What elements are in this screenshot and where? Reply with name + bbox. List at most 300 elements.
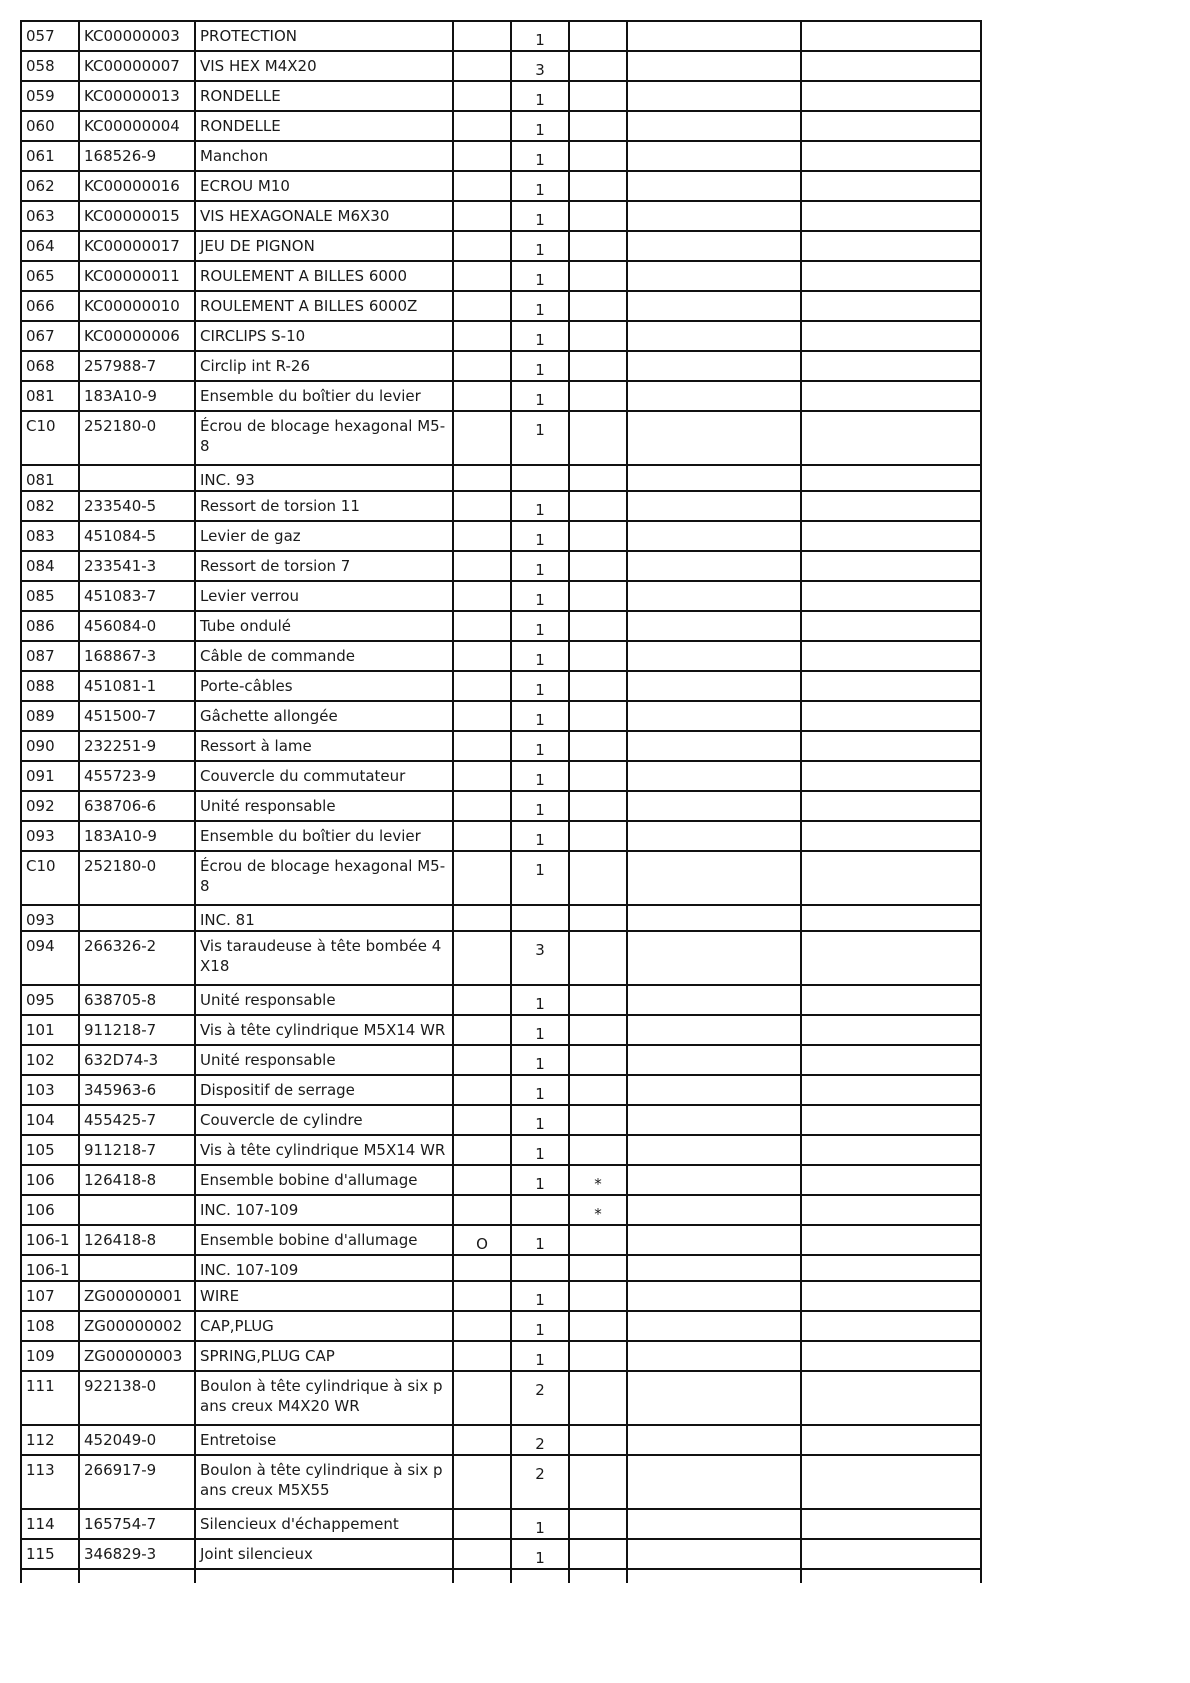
description-cell: ROULEMENT A BILLES 6000Z [195, 291, 453, 321]
part-number-cell: 126418-8 [79, 1225, 195, 1255]
table-row [21, 671, 981, 701]
empty-cell [801, 1311, 981, 1341]
empty-cell [627, 1371, 801, 1425]
table-row [21, 51, 981, 81]
option-cell [453, 21, 511, 51]
table-row [21, 111, 981, 141]
empty-cell [801, 1371, 981, 1425]
empty-cell [627, 931, 801, 985]
empty-cell [627, 731, 801, 761]
description-cell: Écrou de blocage hexagonal M5-8 [195, 851, 453, 905]
description-cell: Vis à tête cylindrique M5X14 WR [195, 1135, 453, 1165]
empty-cell [627, 1311, 801, 1341]
option-cell [453, 81, 511, 111]
option-cell [453, 1195, 511, 1225]
empty-cell [195, 1569, 453, 1583]
item-number-cell: 115 [21, 1539, 79, 1569]
quantity-cell: 1 [511, 1311, 569, 1341]
option-cell [453, 611, 511, 641]
part-number-cell: 183A10-9 [79, 381, 195, 411]
empty-cell [801, 1105, 981, 1135]
quantity-cell: 1 [511, 81, 569, 111]
item-number-cell: 060 [21, 111, 79, 141]
table-row [21, 1075, 981, 1105]
option-cell [453, 465, 511, 491]
description-cell: CAP,PLUG [195, 1311, 453, 1341]
quantity-cell: 1 [511, 551, 569, 581]
description-cell: INC. 93 [195, 465, 453, 491]
table-row [21, 1135, 981, 1165]
empty-cell [627, 1255, 801, 1281]
table-row [21, 141, 981, 171]
option-cell [453, 701, 511, 731]
empty-cell [801, 465, 981, 491]
option-cell [453, 1455, 511, 1509]
item-number-cell: 103 [21, 1075, 79, 1105]
quantity-cell: 1 [511, 1075, 569, 1105]
option-cell [453, 1105, 511, 1135]
empty-cell [801, 171, 981, 201]
table-row [21, 1165, 981, 1195]
empty-cell [627, 21, 801, 51]
note-cell [569, 1425, 627, 1455]
description-cell: Couvercle de cylindre [195, 1105, 453, 1135]
description-cell: Levier de gaz [195, 521, 453, 551]
part-number-cell: 232251-9 [79, 731, 195, 761]
parts-table [20, 20, 982, 1583]
description-cell: Manchon [195, 141, 453, 171]
empty-cell [801, 1455, 981, 1509]
item-number-cell: 108 [21, 1311, 79, 1341]
description-cell: RONDELLE [195, 81, 453, 111]
empty-cell [801, 671, 981, 701]
note-cell [569, 1135, 627, 1165]
empty-cell [801, 81, 981, 111]
quantity-cell: 1 [511, 411, 569, 465]
table-row [21, 1509, 981, 1539]
quantity-cell: 1 [511, 1105, 569, 1135]
note-cell [569, 905, 627, 931]
note-cell [569, 551, 627, 581]
description-cell: Joint silencieux [195, 1539, 453, 1569]
item-number-cell: 101 [21, 1015, 79, 1045]
table-row [21, 1255, 981, 1281]
part-number-cell: 451084-5 [79, 521, 195, 551]
part-number-cell [79, 1195, 195, 1225]
table-row [21, 551, 981, 581]
table-row [21, 761, 981, 791]
empty-cell [627, 521, 801, 551]
quantity-cell: 1 [511, 671, 569, 701]
option-cell [453, 1311, 511, 1341]
empty-cell [801, 291, 981, 321]
empty-cell [627, 1281, 801, 1311]
table-row [21, 1015, 981, 1045]
part-number-cell: 452049-0 [79, 1425, 195, 1455]
note-cell: * [569, 1165, 627, 1195]
description-cell: Unité responsable [195, 985, 453, 1015]
empty-cell [627, 821, 801, 851]
table-row [21, 1281, 981, 1311]
option-cell [453, 931, 511, 985]
option-cell [453, 1281, 511, 1311]
empty-cell [801, 111, 981, 141]
part-number-cell: 257988-7 [79, 351, 195, 381]
description-cell: ROULEMENT A BILLES 6000 [195, 261, 453, 291]
note-cell [569, 291, 627, 321]
item-number-cell: 083 [21, 521, 79, 551]
description-cell: VIS HEXAGONALE M6X30 [195, 201, 453, 231]
table-row [21, 1539, 981, 1569]
note-cell [569, 521, 627, 551]
note-cell [569, 1539, 627, 1569]
table-row [21, 291, 981, 321]
table-row [21, 321, 981, 351]
note-cell [569, 1225, 627, 1255]
note-cell [569, 611, 627, 641]
table-row [21, 581, 981, 611]
quantity-cell: 1 [511, 141, 569, 171]
description-cell: PROTECTION [195, 21, 453, 51]
part-number-cell: KC00000011 [79, 261, 195, 291]
item-number-cell: 061 [21, 141, 79, 171]
table-row-partial [21, 1569, 981, 1583]
table-row [21, 201, 981, 231]
option-cell [453, 1341, 511, 1371]
description-cell: VIS HEX M4X20 [195, 51, 453, 81]
table-row [21, 821, 981, 851]
empty-cell [627, 1539, 801, 1569]
option-cell [453, 51, 511, 81]
empty-cell [801, 985, 981, 1015]
note-cell [569, 201, 627, 231]
empty-cell [453, 1569, 511, 1583]
description-cell: Silencieux d'échappement [195, 1509, 453, 1539]
quantity-cell: 2 [511, 1371, 569, 1425]
part-number-cell: KC00000017 [79, 231, 195, 261]
table-row [21, 381, 981, 411]
item-number-cell: 067 [21, 321, 79, 351]
item-number-cell: 114 [21, 1509, 79, 1539]
quantity-cell: 1 [511, 521, 569, 551]
empty-cell [801, 491, 981, 521]
part-number-cell: 266326-2 [79, 931, 195, 985]
option-cell [453, 1075, 511, 1105]
description-cell: Ressort à lame [195, 731, 453, 761]
description-cell: SPRING,PLUG CAP [195, 1341, 453, 1371]
note-cell [569, 821, 627, 851]
option-cell [453, 171, 511, 201]
empty-cell [627, 1105, 801, 1135]
empty-cell [801, 1539, 981, 1569]
note-cell: * [569, 1195, 627, 1225]
empty-cell [801, 1281, 981, 1311]
option-cell [453, 411, 511, 465]
empty-cell [511, 1569, 569, 1583]
quantity-cell: 1 [511, 261, 569, 291]
note-cell [569, 171, 627, 201]
item-number-cell: 095 [21, 985, 79, 1015]
note-cell [569, 81, 627, 111]
item-number-cell: 109 [21, 1341, 79, 1371]
note-cell [569, 641, 627, 671]
quantity-cell: 1 [511, 21, 569, 51]
quantity-cell: 1 [511, 641, 569, 671]
table-row [21, 791, 981, 821]
empty-cell [627, 231, 801, 261]
option-cell [453, 1539, 511, 1569]
option-cell [453, 1015, 511, 1045]
empty-cell [801, 1255, 981, 1281]
item-number-cell: 087 [21, 641, 79, 671]
note-cell [569, 321, 627, 351]
item-number-cell: 082 [21, 491, 79, 521]
note-cell [569, 111, 627, 141]
empty-cell [627, 51, 801, 81]
option-cell: O [453, 1225, 511, 1255]
option-cell [453, 201, 511, 231]
part-number-cell: 451083-7 [79, 581, 195, 611]
description-cell: CIRCLIPS S-10 [195, 321, 453, 351]
empty-cell [627, 641, 801, 671]
part-number-cell: KC00000016 [79, 171, 195, 201]
item-number-cell: 090 [21, 731, 79, 761]
table-row [21, 21, 981, 51]
table-row [21, 1371, 981, 1425]
description-cell: Gâchette allongée [195, 701, 453, 731]
option-cell [453, 821, 511, 851]
description-cell: Boulon à tête cylindrique à six pans creux M5X55 [195, 1455, 453, 1509]
empty-cell [627, 1015, 801, 1045]
table-row [21, 1341, 981, 1371]
note-cell [569, 381, 627, 411]
empty-cell [801, 321, 981, 351]
note-cell [569, 411, 627, 465]
quantity-cell: 3 [511, 931, 569, 985]
empty-cell [627, 1195, 801, 1225]
empty-cell [627, 81, 801, 111]
parts-table-body [21, 21, 981, 1583]
empty-cell [627, 701, 801, 731]
quantity-cell: 1 [511, 351, 569, 381]
description-cell: Dispositif de serrage [195, 1075, 453, 1105]
item-number-cell: 088 [21, 671, 79, 701]
quantity-cell: 1 [511, 231, 569, 261]
description-cell: Câble de commande [195, 641, 453, 671]
part-number-cell: 638706-6 [79, 791, 195, 821]
description-cell: RONDELLE [195, 111, 453, 141]
description-cell: Ressort de torsion 11 [195, 491, 453, 521]
empty-cell [627, 1509, 801, 1539]
empty-cell [801, 1195, 981, 1225]
empty-cell [801, 731, 981, 761]
quantity-cell: 1 [511, 821, 569, 851]
part-number-cell: 165754-7 [79, 1509, 195, 1539]
item-number-cell: 084 [21, 551, 79, 581]
table-row [21, 905, 981, 931]
part-number-cell [79, 465, 195, 491]
table-row [21, 931, 981, 985]
table-row [21, 1225, 981, 1255]
quantity-cell: 1 [511, 1539, 569, 1569]
quantity-cell [511, 1255, 569, 1281]
empty-cell [627, 1165, 801, 1195]
item-number-cell: 113 [21, 1455, 79, 1509]
option-cell [453, 731, 511, 761]
quantity-cell: 1 [511, 381, 569, 411]
description-cell: Ressort de torsion 7 [195, 551, 453, 581]
quantity-cell: 1 [511, 321, 569, 351]
note-cell [569, 791, 627, 821]
note-cell [569, 985, 627, 1015]
empty-cell [801, 641, 981, 671]
empty-cell [627, 611, 801, 641]
note-cell [569, 701, 627, 731]
empty-cell [627, 291, 801, 321]
empty-cell [627, 905, 801, 931]
empty-cell [801, 381, 981, 411]
note-cell [569, 1509, 627, 1539]
part-number-cell: 183A10-9 [79, 821, 195, 851]
quantity-cell: 1 [511, 1045, 569, 1075]
description-cell: Entretoise [195, 1425, 453, 1455]
item-number-cell: 057 [21, 21, 79, 51]
quantity-cell [511, 905, 569, 931]
quantity-cell: 2 [511, 1425, 569, 1455]
item-number-cell: 106-1 [21, 1255, 79, 1281]
item-number-cell: 106-1 [21, 1225, 79, 1255]
empty-cell [21, 1569, 79, 1583]
option-cell [453, 1045, 511, 1075]
item-number-cell: 093 [21, 821, 79, 851]
empty-cell [627, 171, 801, 201]
note-cell [569, 1105, 627, 1135]
item-number-cell: 106 [21, 1165, 79, 1195]
empty-cell [801, 21, 981, 51]
table-row [21, 1425, 981, 1455]
part-number-cell: KC00000004 [79, 111, 195, 141]
part-number-cell: ZG00000001 [79, 1281, 195, 1311]
empty-cell [627, 1225, 801, 1255]
empty-cell [627, 321, 801, 351]
item-number-cell: 111 [21, 1371, 79, 1425]
quantity-cell: 1 [511, 701, 569, 731]
empty-cell [801, 411, 981, 465]
empty-cell [627, 1045, 801, 1075]
part-number-cell: KC00000006 [79, 321, 195, 351]
table-row [21, 171, 981, 201]
table-row [21, 521, 981, 551]
option-cell [453, 761, 511, 791]
item-number-cell: C10 [21, 851, 79, 905]
part-number-cell [79, 905, 195, 931]
option-cell [453, 1425, 511, 1455]
item-number-cell: 107 [21, 1281, 79, 1311]
empty-cell [801, 1341, 981, 1371]
part-number-cell: 168867-3 [79, 641, 195, 671]
description-cell: Tube ondulé [195, 611, 453, 641]
description-cell: Vis taraudeuse à tête bombée 4X18 [195, 931, 453, 985]
option-cell [453, 351, 511, 381]
note-cell [569, 1341, 627, 1371]
empty-cell [627, 411, 801, 465]
note-cell [569, 761, 627, 791]
quantity-cell: 1 [511, 1509, 569, 1539]
part-number-cell: KC00000003 [79, 21, 195, 51]
quantity-cell: 1 [511, 761, 569, 791]
item-number-cell: 062 [21, 171, 79, 201]
item-number-cell: 081 [21, 465, 79, 491]
part-number-cell: KC00000015 [79, 201, 195, 231]
option-cell [453, 491, 511, 521]
empty-cell [801, 51, 981, 81]
quantity-cell: 1 [511, 581, 569, 611]
quantity-cell: 1 [511, 1341, 569, 1371]
empty-cell [627, 261, 801, 291]
table-row [21, 411, 981, 465]
description-cell: Ensemble bobine d'allumage [195, 1225, 453, 1255]
empty-cell [801, 611, 981, 641]
note-cell [569, 931, 627, 985]
part-number-cell: KC00000007 [79, 51, 195, 81]
note-cell [569, 1045, 627, 1075]
note-cell [569, 491, 627, 521]
empty-cell [627, 761, 801, 791]
item-number-cell: 102 [21, 1045, 79, 1075]
table-row [21, 701, 981, 731]
item-number-cell: 112 [21, 1425, 79, 1455]
note-cell [569, 231, 627, 261]
table-row [21, 1045, 981, 1075]
description-cell: Vis à tête cylindrique M5X14 WR [195, 1015, 453, 1045]
quantity-cell: 1 [511, 851, 569, 905]
option-cell [453, 1135, 511, 1165]
part-number-cell: 345963-6 [79, 1075, 195, 1105]
part-number-cell: KC00000013 [79, 81, 195, 111]
option-cell [453, 381, 511, 411]
note-cell [569, 51, 627, 81]
note-cell [569, 671, 627, 701]
empty-cell [801, 821, 981, 851]
note-cell [569, 1281, 627, 1311]
empty-cell [627, 985, 801, 1015]
option-cell [453, 1371, 511, 1425]
table-row [21, 81, 981, 111]
table-row [21, 231, 981, 261]
quantity-cell: 1 [511, 731, 569, 761]
option-cell [453, 551, 511, 581]
parts-list [20, 20, 980, 1583]
table-row [21, 351, 981, 381]
empty-cell [801, 231, 981, 261]
description-cell: INC. 81 [195, 905, 453, 931]
item-number-cell: 089 [21, 701, 79, 731]
empty-cell [79, 1569, 195, 1583]
note-cell [569, 731, 627, 761]
part-number-cell: 456084-0 [79, 611, 195, 641]
quantity-cell: 1 [511, 611, 569, 641]
quantity-cell: 1 [511, 985, 569, 1015]
part-number-cell: 346829-3 [79, 1539, 195, 1569]
part-number-cell: 233541-3 [79, 551, 195, 581]
option-cell [453, 231, 511, 261]
empty-cell [627, 1075, 801, 1105]
empty-cell [627, 581, 801, 611]
part-number-cell: 632D74-3 [79, 1045, 195, 1075]
table-row [21, 465, 981, 491]
option-cell [453, 1255, 511, 1281]
table-row [21, 491, 981, 521]
